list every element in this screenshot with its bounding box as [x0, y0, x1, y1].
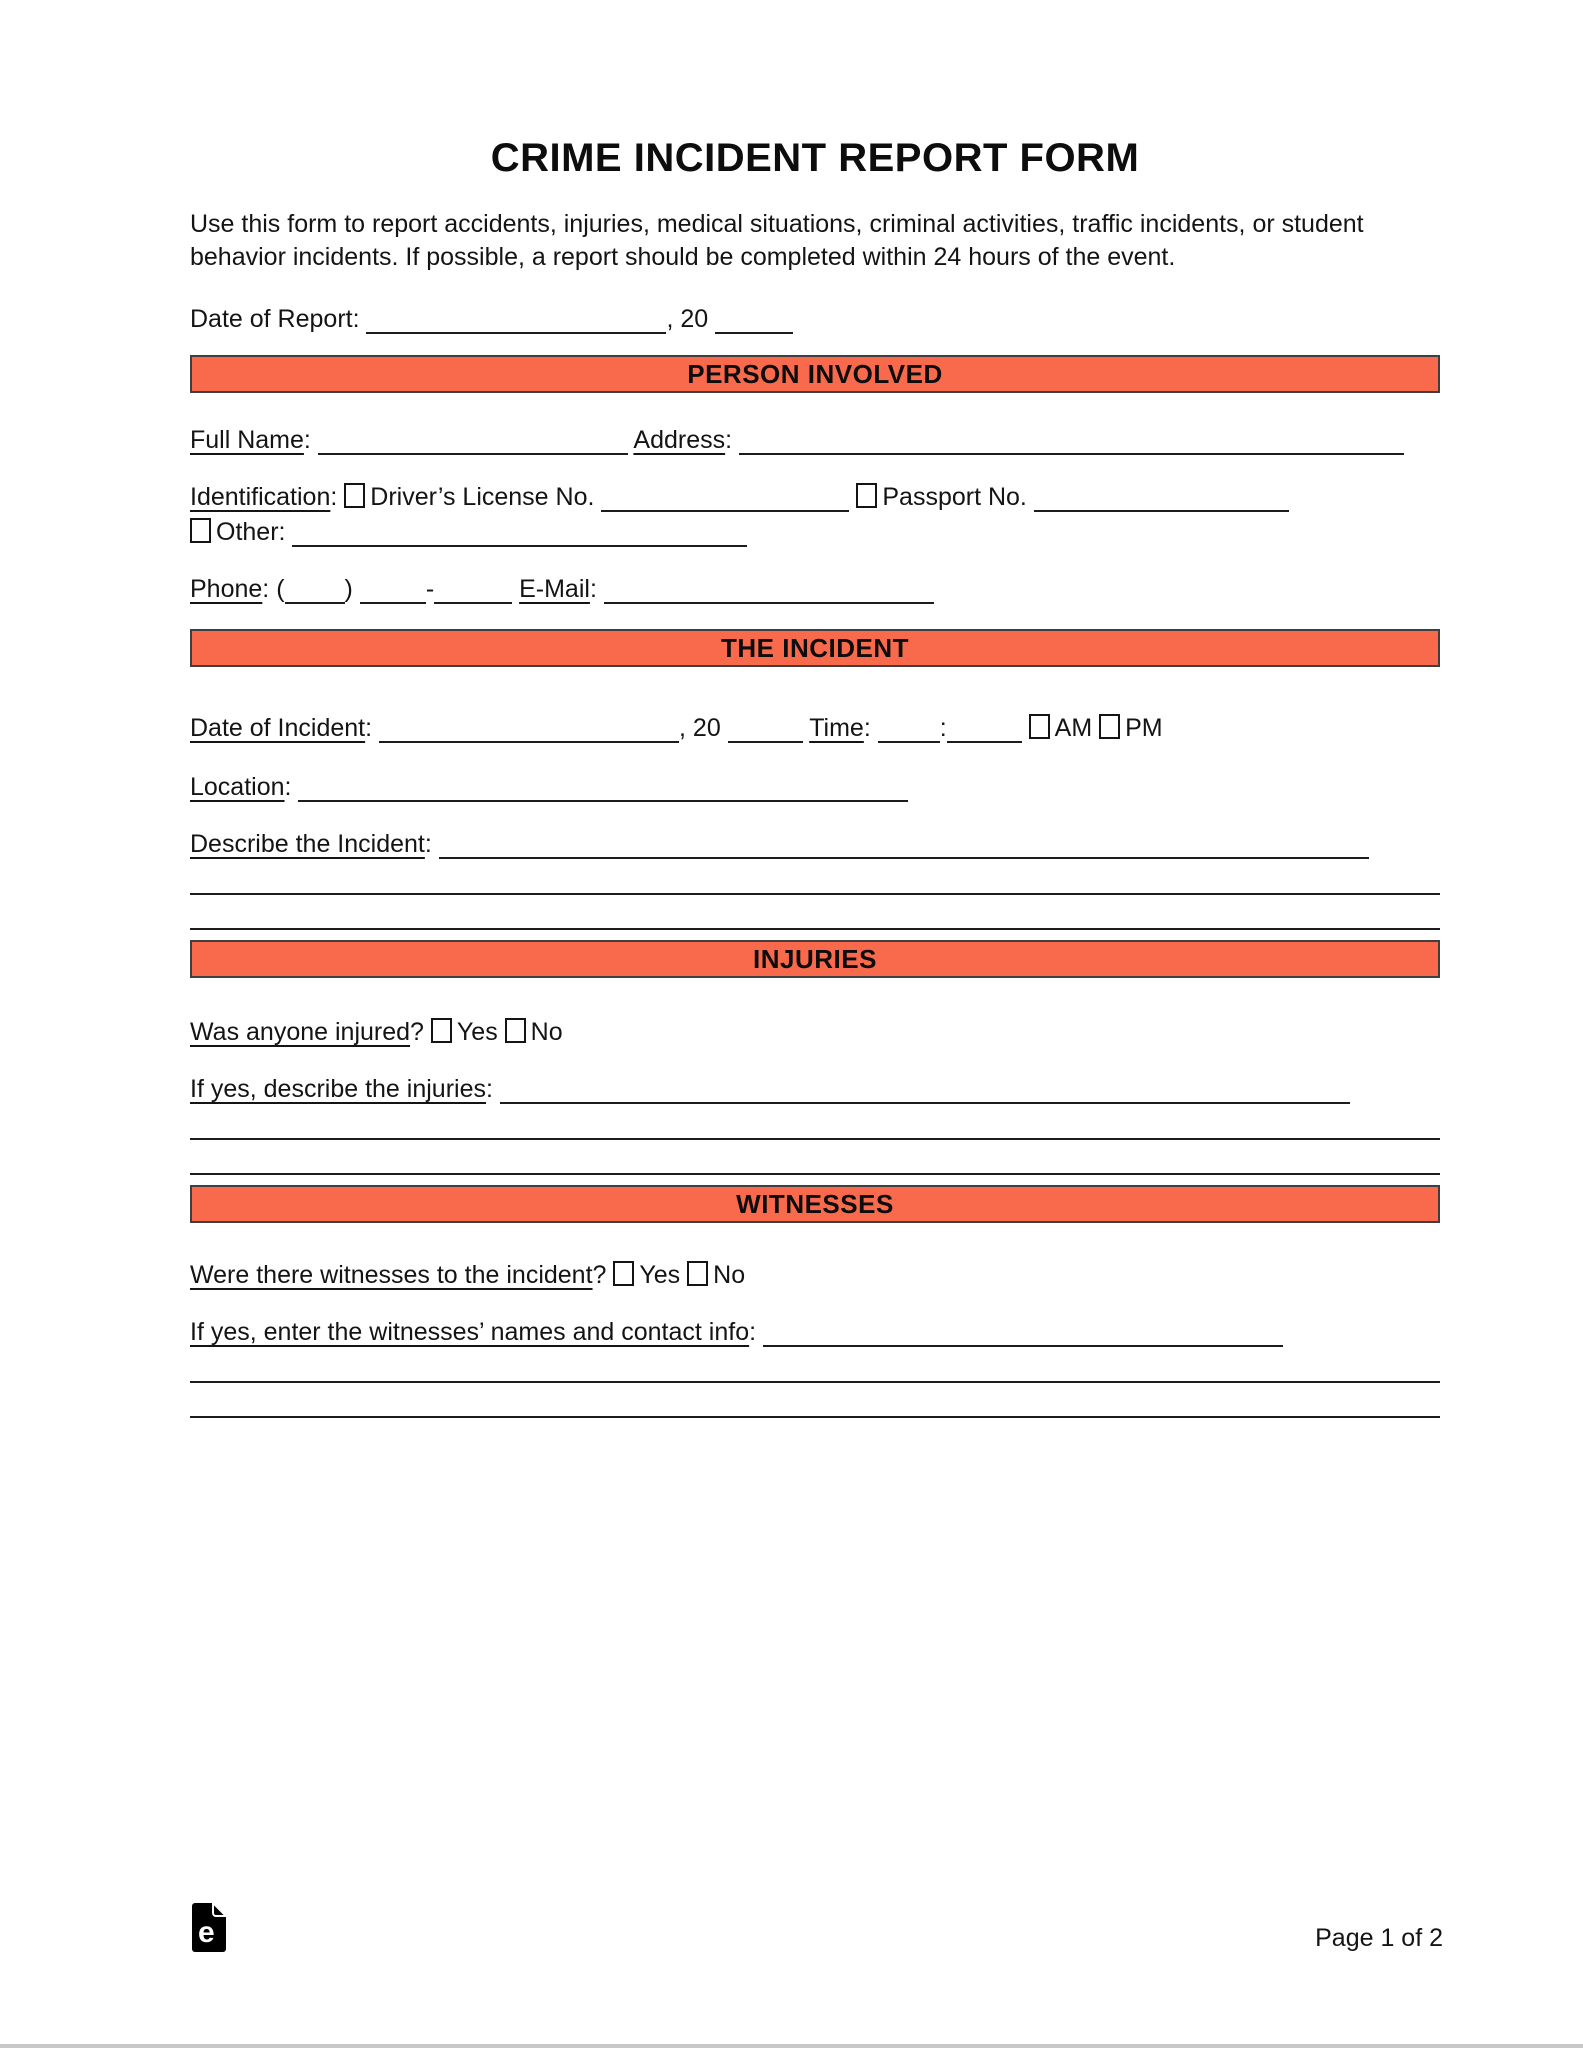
phone-label: Phone: — [190, 575, 270, 603]
phone-close-paren: ) — [344, 575, 353, 603]
checkbox-pm[interactable] — [1099, 714, 1120, 739]
eforms-logo-icon — [190, 1902, 228, 1952]
date-of-incident-input-line[interactable] — [379, 711, 679, 743]
checkbox-other-id[interactable] — [190, 518, 211, 543]
describe-injuries-line-3[interactable] — [190, 1140, 1440, 1175]
injured-yes-label: Yes — [456, 1018, 498, 1046]
describe-injuries-label: If yes, describe the injuries: — [190, 1075, 493, 1103]
injured-question-label: Was anyone injured? — [190, 1018, 424, 1046]
checkbox-witnesses-no[interactable] — [687, 1261, 708, 1286]
phone-prefix-input-line[interactable] — [360, 572, 426, 604]
address-label: Address: — [633, 426, 733, 454]
full-name-label: Full Name: — [190, 426, 311, 454]
checkbox-injured-yes[interactable] — [431, 1018, 452, 1043]
intro-paragraph: Use this form to report accidents, injuries, medical situations, criminal activities, traffic incidents, or student behavior incidents. If possible, a report should be completed within 24 hours of the event. — [190, 210, 1364, 271]
date-of-incident-row — [190, 711, 1440, 744]
witnesses-info-input-line[interactable] — [763, 1315, 1283, 1347]
section-header-person-involved: PERSON INVOLVED — [190, 355, 1440, 393]
pm-label: PM — [1125, 714, 1163, 742]
identification-label: Identification: — [190, 483, 338, 511]
checkbox-passport[interactable] — [856, 483, 877, 508]
witnesses-no-label: No — [713, 1261, 746, 1289]
injured-question-row — [190, 1016, 1440, 1048]
time-minute-input-line[interactable] — [947, 711, 1022, 743]
witnesses-info-row — [190, 1315, 1440, 1348]
passport-label: Passport No. — [882, 483, 1027, 511]
checkbox-drivers-license[interactable] — [344, 483, 365, 508]
describe-incident-line-3[interactable] — [190, 895, 1440, 930]
identification-other-row — [190, 515, 1440, 548]
section-header-witnesses: WITNESSES — [190, 1185, 1440, 1223]
checkbox-am[interactable] — [1029, 714, 1050, 739]
witnesses-info-line-2[interactable] — [190, 1348, 1440, 1383]
page-footer — [190, 1900, 1443, 1952]
full-name-input-line[interactable] — [318, 423, 628, 455]
time-colon: : — [939, 714, 947, 742]
describe-injuries-input-line[interactable] — [500, 1072, 1350, 1104]
phone-open-paren: ( — [276, 575, 285, 603]
date-of-report-row — [190, 302, 1440, 335]
full-name-row — [190, 423, 1440, 456]
date-of-report-year-prefix: , 20 — [666, 305, 709, 333]
describe-injuries-line-2[interactable] — [190, 1105, 1440, 1140]
identification-row — [190, 480, 1440, 513]
phone-area-code-input-line[interactable] — [285, 572, 345, 604]
time-hour-input-line[interactable] — [878, 711, 940, 743]
page-number: Page 1 of 2 — [1315, 1924, 1443, 1952]
describe-incident-line-2[interactable] — [190, 860, 1440, 895]
injured-no-label: No — [530, 1018, 563, 1046]
describe-incident-row — [190, 827, 1440, 860]
other-label: Other: — [216, 518, 286, 546]
date-of-report-year-input-line[interactable] — [715, 302, 793, 334]
am-label: AM — [1054, 714, 1093, 742]
section-header-injuries: INJURIES — [190, 940, 1440, 978]
witnesses-yes-label: Yes — [639, 1261, 681, 1289]
witnesses-info-label: If yes, enter the witnesses’ names and contact info: — [190, 1318, 757, 1346]
location-input-line[interactable] — [298, 770, 908, 802]
phone-line-input-line[interactable] — [434, 572, 512, 604]
page-title: CRIME INCIDENT REPORT FORM — [490, 136, 1140, 180]
date-of-incident-label: Date of Incident: — [190, 714, 373, 742]
describe-injuries-row — [190, 1072, 1440, 1105]
section-header-the-incident: THE INCIDENT — [190, 629, 1440, 667]
checkbox-witnesses-yes[interactable] — [613, 1261, 634, 1286]
passport-number-input-line[interactable] — [1034, 480, 1289, 512]
time-label: Time: — [809, 714, 871, 742]
other-id-input-line[interactable] — [292, 515, 747, 547]
drivers-license-label: Driver’s License No. — [370, 483, 595, 511]
witnesses-question-label: Were there witnesses to the incident? — [190, 1261, 607, 1289]
checkbox-injured-no[interactable] — [505, 1018, 526, 1043]
witnesses-question-row — [190, 1259, 1440, 1291]
page-content — [190, 0, 1440, 1418]
date-of-report-label: Date of Report: — [190, 305, 360, 333]
incident-year-input-line[interactable] — [728, 711, 803, 743]
date-of-report-input-line[interactable] — [366, 302, 666, 334]
describe-incident-input-line[interactable] — [439, 827, 1369, 859]
page-bottom-edge — [0, 2044, 1583, 2048]
drivers-license-number-input-line[interactable] — [601, 480, 849, 512]
location-label: Location: — [190, 773, 292, 801]
phone-email-row — [190, 572, 1440, 605]
logo-letter: e — [198, 1916, 215, 1949]
incident-year-prefix: , 20 — [679, 714, 721, 742]
location-row — [190, 770, 1440, 803]
phone-dash: - — [425, 575, 435, 603]
email-label: E-Mail: — [519, 575, 597, 603]
describe-incident-label: Describe the Incident: — [190, 830, 432, 858]
witnesses-info-line-3[interactable] — [190, 1383, 1440, 1418]
email-input-line[interactable] — [604, 572, 934, 604]
address-input-line[interactable] — [739, 423, 1404, 455]
